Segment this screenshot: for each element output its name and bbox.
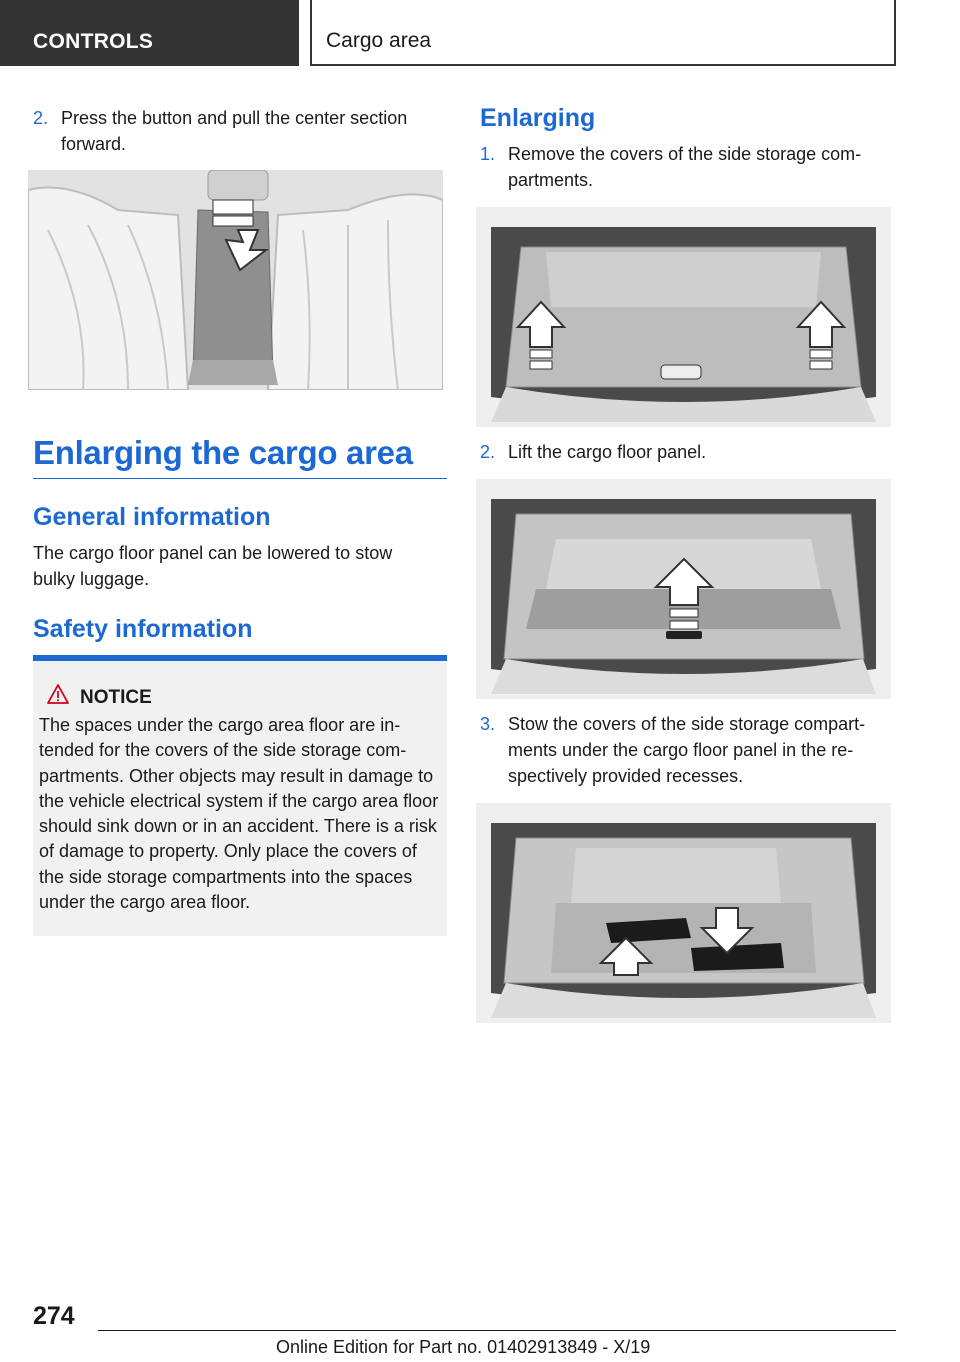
step-text: Press the button and pull the center section forward. xyxy=(61,108,408,154)
step-number: 2. xyxy=(33,108,49,128)
step-text: Lift the cargo floor panel. xyxy=(508,442,707,462)
warning-triangle-icon xyxy=(46,683,70,705)
topic-label: Cargo area xyxy=(326,29,432,52)
step-text: Stow the covers of the side storage compart-ments under the cargo floor panel in the re-spectively provided recesses. xyxy=(508,714,866,786)
notice-title: NOTICE xyxy=(80,687,152,708)
rear-seat-step xyxy=(33,105,447,157)
step-text: Remove the covers of the side storage com-partments. xyxy=(508,144,862,190)
notice-box xyxy=(33,655,447,936)
page-title: Enlarging the cargo area xyxy=(33,434,413,471)
enlarging-heading: Enlarging xyxy=(480,104,596,132)
step-number: 1. xyxy=(480,144,496,164)
enlarging-step-1 xyxy=(480,141,890,193)
general-heading: General information xyxy=(33,503,271,531)
step-number: 3. xyxy=(480,714,496,734)
enlarging-step-2 xyxy=(480,439,890,465)
page-number: 274 xyxy=(33,1302,75,1330)
notice-text: The spaces under the cargo area floor are in-tended for the covers of the side storage com-partments. Other objects may result in damage to the vehicle electrical system if the cargo area floor should sink down or in an accident. There is a risk of damage to property. Only place the covers of the side storage compartments into the spaces under the cargo area floor. xyxy=(39,715,439,913)
trunk-illustration-lift xyxy=(476,479,891,699)
trunk-illustration-covers xyxy=(476,207,891,427)
step-number: 2. xyxy=(480,442,496,462)
footer-edition: Online Edition for Part no. 01402913849 - X/19 xyxy=(276,1337,651,1357)
title-divider xyxy=(33,478,447,479)
general-text: The cargo floor panel can be lowered to stow bulky luggage. xyxy=(33,543,393,589)
enlarging-step-3 xyxy=(480,711,890,789)
topic-tab xyxy=(310,0,896,66)
trunk-illustration-stow xyxy=(476,803,891,1023)
safety-heading: Safety information xyxy=(33,615,253,643)
rear-seat-illustration xyxy=(28,170,443,390)
section-label: CONTROLS xyxy=(33,30,154,53)
section-tab xyxy=(0,0,299,66)
footer-divider xyxy=(98,1330,896,1331)
